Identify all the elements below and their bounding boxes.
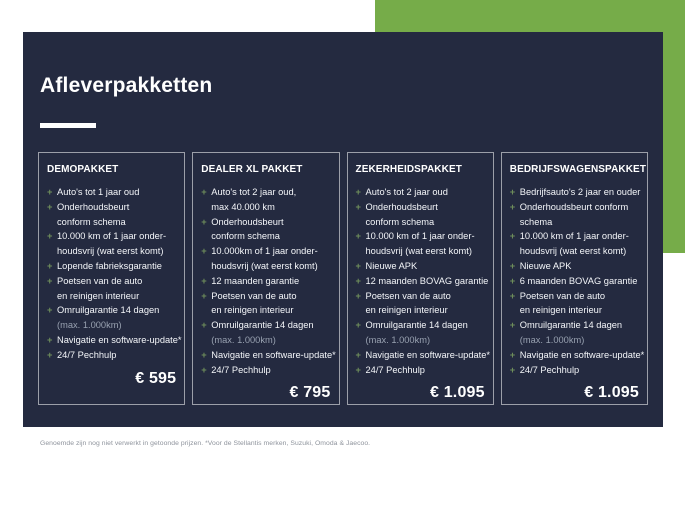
plus-bullet-icon: + (47, 201, 53, 212)
feature-text (520, 259, 572, 274)
package-price: € 1.095 (429, 384, 485, 402)
feature-text (520, 363, 579, 378)
feature-line: conform schema (365, 216, 435, 227)
plus-bullet-icon: + (201, 364, 207, 375)
plus-bullet-icon: + (355, 290, 361, 301)
plus-bullet-icon: + (47, 334, 53, 345)
feature-list (47, 185, 180, 363)
feature-line: Auto's tot 2 jaar oud, (211, 187, 297, 197)
plus-bullet-icon: + (509, 231, 516, 242)
feature-text (366, 259, 418, 274)
plus-bullet-icon: + (201, 320, 207, 331)
plus-bullet-icon: + (355, 187, 361, 197)
feature-text (211, 244, 317, 274)
feature-text (211, 318, 313, 348)
feature-line: Poetsen van de auto (211, 290, 297, 301)
page-title: Afleverpakketten (40, 74, 213, 97)
plus-bullet-icon: + (355, 275, 361, 286)
feature-item (510, 185, 643, 200)
feature-text (366, 274, 489, 289)
plus-bullet-icon: + (47, 349, 53, 360)
feature-item (510, 229, 643, 259)
package-price: € 595 (135, 369, 177, 387)
feature-text (211, 215, 283, 245)
feature-text (211, 363, 270, 378)
feature-line: Poetsen van de auto (519, 290, 606, 301)
plus-bullet-icon: + (509, 260, 516, 271)
feature-line: Poetsen van de auto (57, 275, 143, 286)
feature-line: conform schema (211, 231, 280, 242)
feature-item (510, 363, 643, 378)
feature-line: en reinigen interieur (211, 305, 294, 316)
feature-line: Navigatie en software-update* (57, 334, 182, 345)
feature-text (57, 303, 159, 333)
feature-item (356, 318, 489, 348)
feature-text (366, 200, 438, 230)
plus-bullet-icon: + (47, 260, 53, 271)
feature-item (201, 348, 334, 363)
plus-bullet-icon: + (47, 305, 53, 316)
feature-line: Navigatie en software-update* (519, 349, 645, 360)
feature-line: houdsvrij (wat eerst komt) (57, 246, 164, 257)
plus-bullet-icon: + (201, 216, 207, 227)
plus-bullet-icon: + (355, 201, 361, 212)
plus-bullet-icon: + (355, 364, 361, 375)
feature-text (520, 229, 629, 259)
plus-bullet-icon: + (509, 320, 516, 331)
plus-bullet-icon: + (201, 290, 207, 301)
feature-item (47, 185, 180, 200)
plus-bullet-icon: + (509, 201, 516, 212)
feature-line: conform schema (57, 216, 126, 227)
packages-panel (23, 32, 663, 427)
feature-line: 10.000 km of 1 jaar onder- (365, 231, 475, 242)
package-card (347, 152, 494, 405)
feature-text (366, 229, 475, 259)
plus-bullet-icon: + (201, 275, 207, 286)
feature-line: Nieuwe APK (365, 260, 418, 271)
footnote: Genoemde zijn nog niet verwerkt in getoonde prijzen. *Voor de Stellantis merken, Suzuki, Omoda & Jaecoo. (40, 440, 371, 447)
feature-item (201, 215, 334, 245)
plus-bullet-icon: + (509, 275, 516, 286)
plus-bullet-icon: + (201, 349, 207, 360)
feature-text (57, 333, 180, 348)
feature-text (520, 200, 629, 230)
feature-item (201, 274, 334, 289)
feature-line: 10.000 km of 1 jaar onder- (519, 231, 629, 242)
feature-item (510, 348, 643, 363)
feature-line: 24/7 Pechhulp (211, 364, 271, 375)
feature-item (356, 274, 489, 289)
feature-text (211, 274, 299, 289)
feature-line: 24/7 Pechhulp (365, 364, 425, 375)
package-card (38, 152, 185, 405)
plus-bullet-icon: + (509, 290, 516, 301)
feature-line: Onderhoudsbeurt (365, 201, 438, 212)
feature-list (356, 185, 489, 377)
package-title: ZEKERHEIDSPAKKET (355, 164, 462, 175)
package-title: BEDRIJFSWAGENSPAKKET (509, 164, 647, 175)
feature-line: schema (519, 216, 553, 227)
feature-item (47, 348, 180, 363)
feature-line: 12 maanden garantie (211, 275, 300, 286)
plus-bullet-icon: + (201, 246, 207, 257)
feature-item (201, 185, 334, 215)
feature-text (211, 185, 296, 215)
feature-line: Lopende fabrieksgarantie (57, 260, 162, 271)
feature-line: Onderhoudsbeurt (57, 201, 130, 212)
feature-text (520, 289, 605, 319)
feature-item (510, 289, 643, 319)
feature-text (520, 185, 641, 200)
feature-item (47, 229, 180, 259)
feature-text (57, 185, 139, 200)
feature-line: 6 maanden BOVAG garantie (519, 275, 638, 286)
plus-bullet-icon: + (355, 231, 361, 242)
feature-line: Nieuwe APK (519, 260, 572, 271)
feature-line: houdsvrij (wat eerst komt) (519, 246, 627, 257)
feature-item (356, 363, 489, 378)
plus-bullet-icon: + (201, 187, 207, 197)
feature-item (510, 318, 643, 348)
feature-item (510, 259, 643, 274)
feature-text (57, 200, 129, 230)
feature-item (356, 348, 489, 363)
feature-text (366, 185, 448, 200)
package-price: € 795 (289, 384, 331, 402)
package-title: DEMOPAKKET (47, 164, 119, 175)
feature-line: 10.000km of 1 jaar onder- (211, 246, 318, 257)
feature-line-muted: (max. 1.000km) (211, 334, 276, 345)
feature-line: en reinigen interieur (365, 305, 448, 316)
feature-line: 12 maanden BOVAG garantie (365, 275, 489, 286)
feature-text (57, 259, 162, 274)
feature-item (356, 259, 489, 274)
package-cards (38, 152, 648, 405)
title-underline (40, 123, 96, 128)
package-price: € 1.095 (584, 384, 639, 402)
feature-line: Omruilgarantie 14 dagen (519, 320, 623, 331)
plus-bullet-icon: + (355, 349, 361, 360)
feature-line: 10.000 km of 1 jaar onder- (57, 231, 167, 242)
feature-line: Omruilgarantie 14 dagen (57, 305, 160, 316)
plus-bullet-icon: + (509, 349, 516, 360)
plus-bullet-icon: + (509, 364, 516, 375)
feature-text (366, 348, 489, 363)
package-card (192, 152, 339, 405)
feature-line: max 40.000 km (211, 201, 275, 212)
feature-text (520, 348, 643, 363)
feature-line-muted: (max. 1.000km) (57, 320, 122, 331)
feature-line-muted: (max. 1.000km) (365, 334, 431, 345)
feature-line: 24/7 Pechhulp (519, 364, 580, 375)
feature-list (201, 185, 334, 377)
feature-text (366, 289, 451, 319)
feature-line: Navigatie en software-update* (365, 349, 491, 360)
feature-text (57, 229, 166, 259)
plus-bullet-icon: + (47, 275, 53, 286)
feature-item (47, 333, 180, 348)
plus-bullet-icon: + (47, 187, 53, 197)
feature-item (356, 185, 489, 200)
feature-text (57, 274, 142, 304)
feature-line: Onderhoudsbeurt (211, 216, 284, 227)
feature-line: Poetsen van de auto (365, 290, 451, 301)
feature-item (201, 363, 334, 378)
feature-text (366, 318, 468, 348)
feature-text (211, 348, 334, 363)
feature-line: houdsvrij (wat eerst komt) (211, 260, 318, 271)
feature-item (510, 274, 643, 289)
feature-text (520, 318, 622, 348)
feature-line: Omruilgarantie 14 dagen (211, 320, 314, 331)
plus-bullet-icon: + (355, 320, 361, 331)
package-title: DEALER XL PAKKET (201, 164, 303, 175)
feature-item (356, 200, 489, 230)
feature-item (510, 200, 643, 230)
feature-line: houdsvrij (wat eerst komt) (365, 246, 472, 257)
feature-item (47, 274, 180, 304)
plus-bullet-icon: + (509, 187, 516, 197)
feature-line: Omruilgarantie 14 dagen (365, 320, 468, 331)
feature-item (356, 289, 489, 319)
feature-item (47, 200, 180, 230)
package-card (501, 152, 648, 405)
feature-line: en reinigen interieur (519, 305, 602, 316)
feature-item (201, 318, 334, 348)
feature-line: Onderhoudsbeurt conform (519, 201, 629, 212)
feature-line: Auto's tot 1 jaar oud (57, 187, 140, 197)
feature-item (201, 289, 334, 319)
feature-item (47, 303, 180, 333)
plus-bullet-icon: + (355, 260, 361, 271)
feature-line: Bedrijfsauto's 2 jaar en ouder (519, 187, 641, 197)
feature-line: Navigatie en software-update* (211, 349, 336, 360)
feature-line: Auto's tot 2 jaar oud (365, 187, 448, 197)
feature-text (366, 363, 425, 378)
feature-item (201, 244, 334, 274)
feature-line: 24/7 Pechhulp (57, 349, 117, 360)
feature-item (356, 229, 489, 259)
feature-list (510, 185, 643, 377)
feature-line: en reinigen interieur (57, 290, 140, 301)
feature-line-muted: (max. 1.000km) (519, 334, 585, 345)
feature-text (520, 274, 638, 289)
plus-bullet-icon: + (47, 231, 53, 242)
feature-text (211, 289, 296, 319)
feature-item (47, 259, 180, 274)
feature-text (57, 348, 116, 363)
